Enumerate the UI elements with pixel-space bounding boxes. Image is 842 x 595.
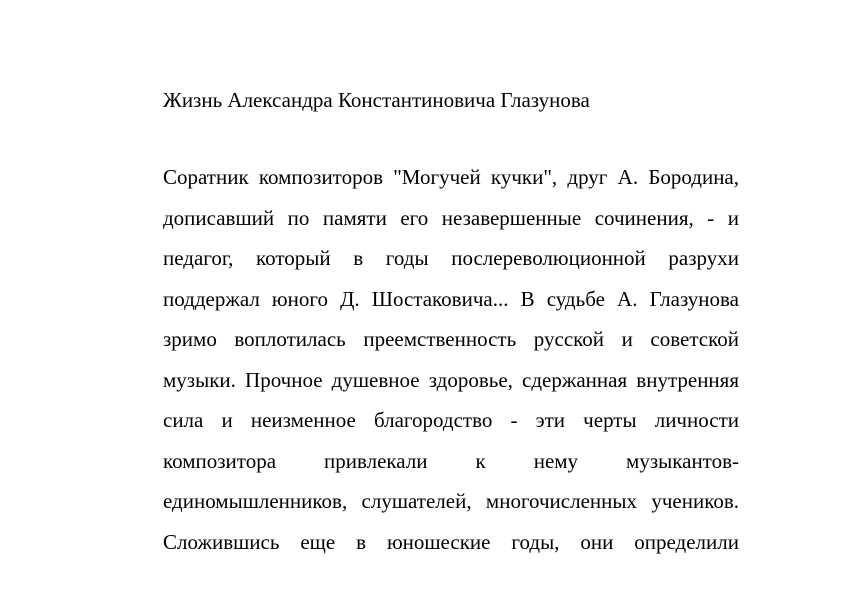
body-line: Соратник композиторов "Могучей кучки", друг А. Бородина, xyxy=(163,165,739,189)
body-line: педагог, который в годы послереволюционной разрухи xyxy=(163,246,739,270)
body-line: зримо воплотилась преемственность русской и советской xyxy=(163,327,739,351)
document-title: Жизнь Александра Константиновича Глазунова xyxy=(163,88,590,112)
body-line: Сложившись еще в юношеские годы, они определили xyxy=(163,529,739,554)
body-line: дописавший по памяти его незавершенные сочинения, - и xyxy=(163,205,739,230)
body-line: поддержал юного Д. Шостаковича... В судьбе А. Глазунова xyxy=(163,286,739,311)
body-line: композитора привлекали к нему музыкантов- xyxy=(163,448,739,473)
document-body xyxy=(163,163,739,568)
body-line: единомышленников, слушателей, многочисленных учеников. xyxy=(163,489,739,513)
body-line: музыки. Прочное душевное здоровье, сдержанная внутренняя xyxy=(163,367,739,392)
body-line: сила и неизменное благородство - эти черты личности xyxy=(163,408,739,432)
